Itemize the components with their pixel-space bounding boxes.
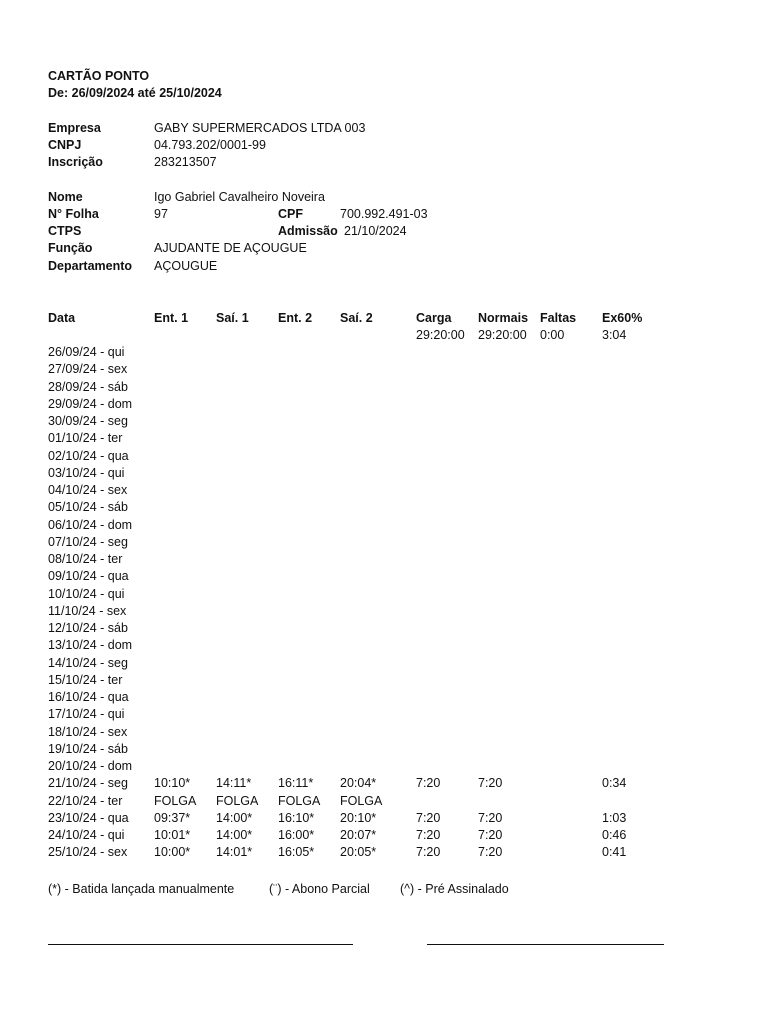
row-date: 02/10/24 - qua: [48, 448, 129, 463]
header-ent2: Ent. 2: [278, 311, 313, 325]
row-ent1: 10:00*: [154, 845, 191, 860]
row-date: 24/10/24 - qui: [48, 828, 125, 842]
legend-abono: (¨) - Abono Parcial: [269, 882, 370, 896]
row-date: 18/10/24 - sex: [48, 724, 128, 739]
row-date: 26/09/24 - qui: [48, 345, 125, 359]
ctps-label: CTPS: [48, 224, 82, 238]
row-date: 07/10/24 - seg: [48, 534, 128, 549]
row-date: 28/09/24 - sáb: [48, 379, 128, 394]
total-faltas: 0:00: [540, 328, 565, 342]
row-normais: 7:20: [478, 810, 503, 825]
row-sai2: FOLGA: [340, 793, 383, 808]
row-date: 16/10/24 - qua: [48, 690, 129, 704]
row-sai1: FOLGA: [216, 793, 259, 808]
row-date: 11/10/24 - sex: [48, 603, 127, 618]
row-date: 09/10/24 - qua: [48, 569, 129, 584]
row-date: 13/10/24 - dom: [48, 638, 133, 653]
row-ent1: 09:37*: [154, 810, 191, 825]
header-faltas: Faltas: [540, 311, 577, 325]
row-carga: 7:20: [416, 776, 441, 791]
legend-pre: (^) - Pré Assinalado: [400, 882, 509, 896]
row-ex60: 0:46: [602, 828, 627, 842]
row-ent2: FOLGA: [278, 793, 321, 808]
employer-signature-line: [427, 944, 664, 945]
row-carga: 7:20: [416, 810, 441, 825]
inscricao-value: 283213507: [154, 155, 217, 169]
departamento-label: Departamento: [48, 259, 133, 273]
row-date: 14/10/24 - seg: [48, 655, 128, 670]
row-normais: 7:20: [478, 776, 503, 791]
row-date: 05/10/24 - sáb: [48, 500, 128, 515]
empresa-label: Empresa: [48, 121, 101, 135]
empresa-value: GABY SUPERMERCADOS LTDA 003: [154, 121, 366, 135]
admissao-value: 21/10/2024: [344, 224, 407, 238]
row-ent2: 16:11*: [278, 776, 314, 791]
legend-manual: (*) - Batida lançada manualmente: [48, 882, 235, 896]
row-date: 25/10/24 - sex: [48, 845, 128, 860]
cnpj-label: CNPJ: [48, 138, 82, 152]
inscricao-label: Inscrição: [48, 155, 103, 169]
row-ent2: 16:05*: [278, 845, 315, 860]
cnpj-value: 04.793.202/0001-99: [154, 138, 266, 152]
header-data: Data: [48, 311, 76, 325]
row-date: 22/10/24 - ter: [48, 793, 123, 808]
row-sai2: 20:10*: [340, 810, 377, 825]
funcao-value: AJUDANTE DE AÇOUGUE: [154, 241, 307, 255]
header-sai2: Saí. 2: [340, 311, 373, 325]
row-date: 06/10/24 - dom: [48, 517, 133, 532]
row-sai2: 20:07*: [340, 828, 377, 842]
departamento-value: AÇOUGUE: [154, 259, 218, 273]
row-date: 15/10/24 - ter: [48, 672, 123, 687]
total-carga: 29:20:00: [416, 328, 465, 342]
row-date: 10/10/24 - qui: [48, 586, 125, 601]
header-carga: Carga: [416, 311, 452, 325]
folha-value: 97: [154, 207, 168, 221]
row-sai1: 14:01*: [216, 845, 253, 860]
row-date: 30/09/24 - seg: [48, 414, 128, 428]
row-sai1: 14:00*: [216, 810, 253, 825]
row-date: 29/09/24 - dom: [48, 396, 133, 411]
period: De: 26/09/2024 até 25/10/2024: [48, 86, 222, 100]
row-ex60: 0:41: [602, 845, 627, 860]
row-ent1: 10:01*: [154, 828, 191, 842]
row-date: 23/10/24 - qua: [48, 810, 129, 825]
row-date: 01/10/24 - ter: [48, 431, 123, 446]
row-date: 17/10/24 - qui: [48, 707, 125, 722]
header-normais: Normais: [478, 311, 529, 325]
header-ent1: Ent. 1: [154, 311, 189, 325]
row-carga: 7:20: [416, 845, 441, 860]
row-sai1: 14:11*: [216, 776, 252, 791]
row-date: 04/10/24 - sex: [48, 483, 128, 497]
row-carga: 7:20: [416, 828, 441, 842]
funcao-label: Função: [48, 241, 93, 255]
nome-label: Nome: [48, 190, 83, 204]
row-date: 12/10/24 - sáb: [48, 621, 128, 635]
row-date: 19/10/24 - sáb: [48, 741, 128, 756]
row-ent1: 10:10*: [154, 776, 191, 791]
row-ex60: 1:03: [602, 810, 627, 825]
cpf-label: CPF: [278, 207, 303, 221]
row-date: 27/09/24 - sex: [48, 362, 128, 377]
row-ex60: 0:34: [602, 776, 627, 791]
row-sai1: 14:00*: [216, 828, 253, 842]
row-sai2: 20:05*: [340, 845, 377, 860]
row-date: 03/10/24 - qui: [48, 465, 125, 480]
header-sai1: Saí. 1: [216, 311, 249, 325]
row-ent1: FOLGA: [154, 793, 197, 808]
row-date: 20/10/24 - dom: [48, 759, 133, 773]
folha-label: N° Folha: [48, 207, 99, 221]
row-ent2: 16:00*: [278, 828, 315, 842]
total-normais: 29:20:00: [478, 328, 527, 342]
row-normais: 7:20: [478, 845, 503, 860]
row-ent2: 16:10*: [278, 810, 315, 825]
row-date: 08/10/24 - ter: [48, 552, 123, 566]
cpf-value: 700.992.491-03: [340, 207, 428, 221]
row-date: 21/10/24 - seg: [48, 776, 128, 791]
header-ex60: Ex60%: [602, 311, 643, 325]
row-sai2: 20:04*: [340, 776, 377, 791]
document-title: CARTÃO PONTO: [48, 69, 150, 83]
total-ex60: 3:04: [602, 328, 627, 342]
admissao-label: Admissão: [278, 224, 338, 238]
row-normais: 7:20: [478, 828, 503, 842]
employee-signature-line: [48, 944, 353, 945]
nome-value: Igo Gabriel Cavalheiro Noveira: [154, 190, 325, 204]
